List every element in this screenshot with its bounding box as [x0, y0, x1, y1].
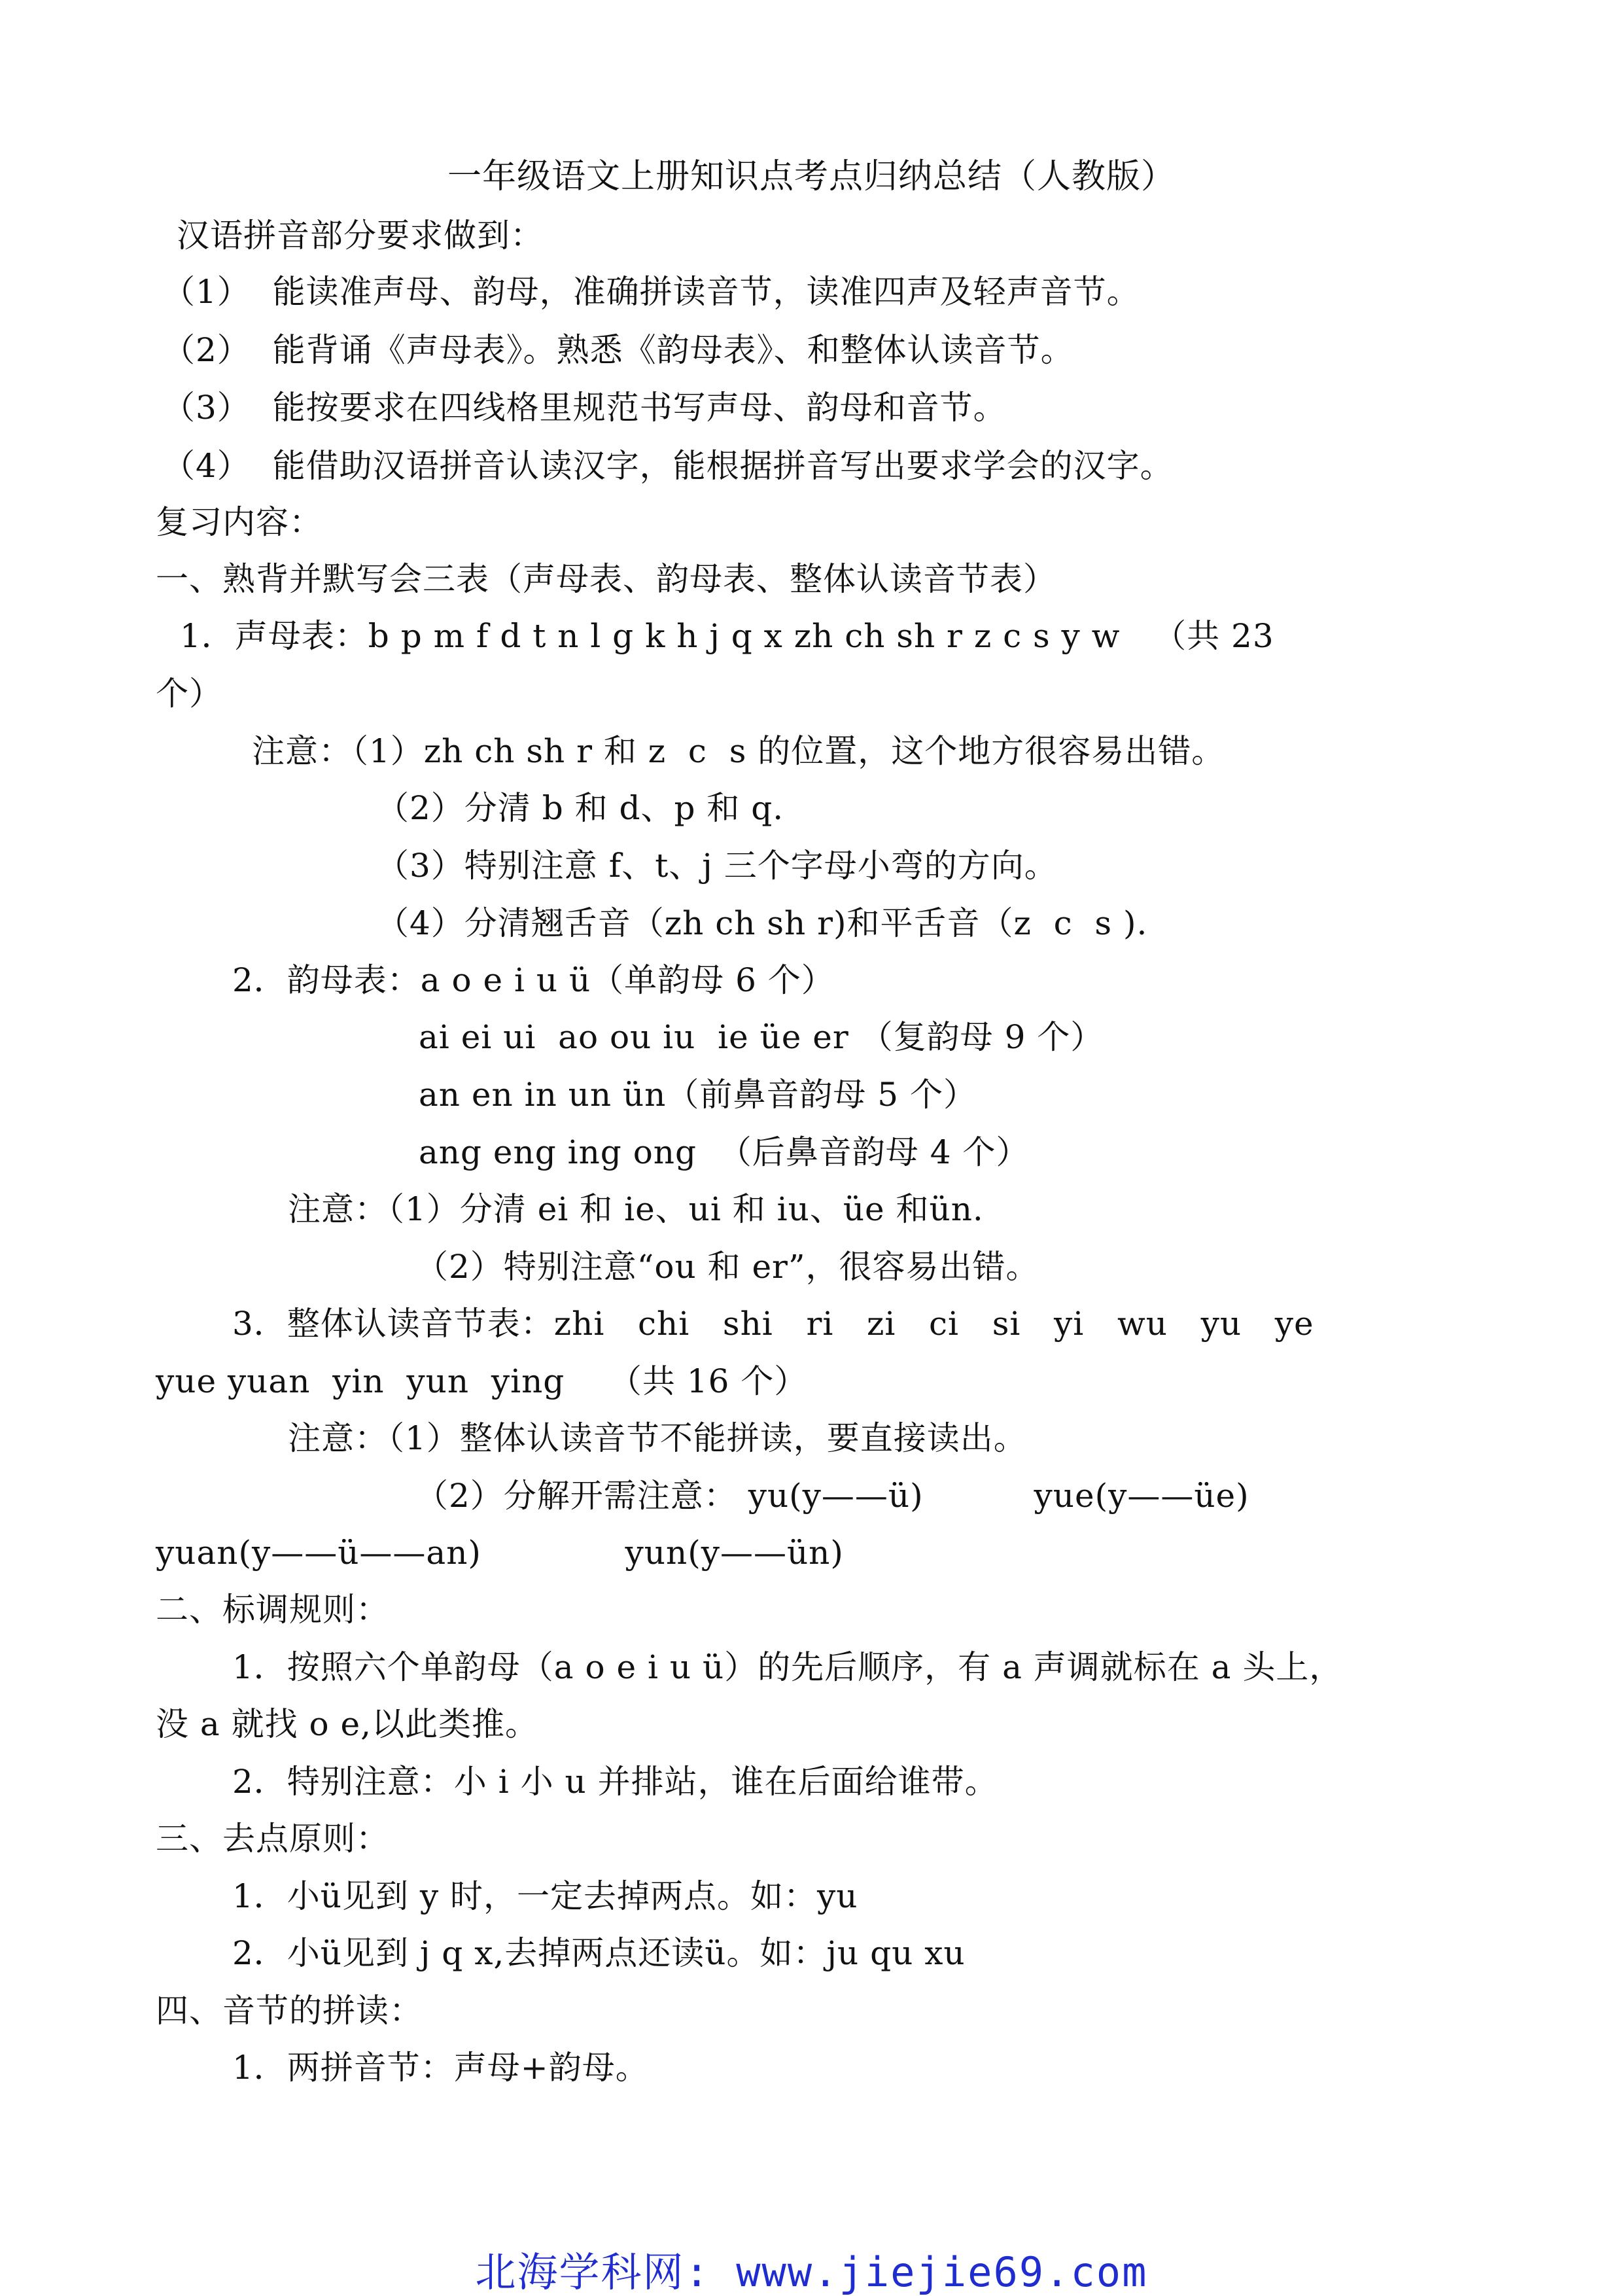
text-line: 1．两拼音节：声母+韵母。	[232, 2049, 649, 2087]
text-line: （1） 能读准声母、韵母，准确拼读音节，读准四声及轻声音节。	[162, 273, 1140, 311]
text-line: 汉语拼音部分要求做到：	[177, 217, 544, 255]
text-line: （2）特别注意“ou 和 er”，很容易出错。	[415, 1248, 1039, 1286]
section-heading: 一、熟背并默写会三表（声母表、韵母表、整体认读音节表）	[156, 560, 1056, 598]
text-line: （4）分清翘舌音（zh ch sh r)和平舌音（z c s ).	[376, 904, 1148, 942]
section-heading: 二、标调规则：	[156, 1591, 389, 1629]
footer-watermark-link[interactable]: 北海学科网: www.jiejie69.com	[475, 2248, 1148, 2296]
text-line: 注意：（1）分清 ei 和 ie、ui 和 iu、üe 和ün.	[288, 1190, 984, 1228]
text-line: （3）特别注意 f、t、j 三个字母小弯的方向。	[376, 847, 1058, 885]
text-line: （4） 能借助汉语拼音认读汉字，能根据拼音写出要求学会的汉字。	[162, 447, 1174, 485]
text-line: 3．整体认读音节表：zhi chi shi ri zi ci si yi wu yu ye	[232, 1305, 1314, 1343]
text-line: ang eng ing ong （后鼻音韵母 4 个）	[419, 1133, 1030, 1171]
section-heading: 复习内容：	[156, 503, 323, 541]
text-line: yuan(y——ü——an) yun(y——ün)	[156, 1534, 844, 1572]
text-line: 1．按照六个单韵母（a o e i u ü）的先后顺序，有 a 声调就标在 a 头上，	[232, 1648, 1343, 1686]
text-line: 1．小ü见到 y 时，一定去掉两点。如：yu	[232, 1877, 858, 1915]
text-line: （2） 能背诵《声母表》。熟悉《韵母表》、和整体认读音节。	[162, 331, 1074, 369]
text-line: （3） 能按要求在四线格里规范书写声母、韵母和音节。	[162, 389, 1007, 427]
text-line: 2．韵母表：a o e i u ü（单韵母 6 个）	[232, 961, 835, 999]
section-heading: 三、去点原则：	[156, 1820, 389, 1858]
text-line: 2．特别注意：小 i 小 u 并排站，谁在后面给谁带。	[232, 1763, 998, 1801]
text-line: 注意：（1）zh ch sh r 和 z c s 的位置，这个地方很容易出错。	[252, 732, 1225, 770]
text-line: 没 a 就找 o e,以此类推。	[156, 1705, 538, 1743]
text-line: （2）分解开需注意： yu(y——ü) yue(y——üe)	[415, 1477, 1249, 1515]
text-line: ai ei ui ao ou iu ie üe er （复韵母 9 个）	[419, 1018, 1104, 1056]
text-line: an en in un ün（前鼻音韵母 5 个）	[419, 1076, 977, 1114]
text-line: 个）	[156, 675, 222, 713]
text-line: yue yuan yin yun ying （共 16 个）	[156, 1362, 808, 1400]
text-line: 1．声母表：b p m f d t n l g k h j q x zh ch sh r z c s y w （共 23	[180, 617, 1274, 655]
document-title: 一年级语文上册知识点考点归纳总结（人教版）	[447, 157, 1176, 196]
text-line: 注意：（1）整体认读音节不能拼读，要直接读出。	[288, 1419, 1027, 1457]
text-line: （2）分清 b 和 d、p 和 q.	[376, 789, 784, 827]
section-heading: 四、音节的拼读：	[156, 1992, 423, 2030]
text-line: 2．小ü见到 j q x,去掉两点还读ü。如：ju qu xu	[232, 1934, 966, 1972]
